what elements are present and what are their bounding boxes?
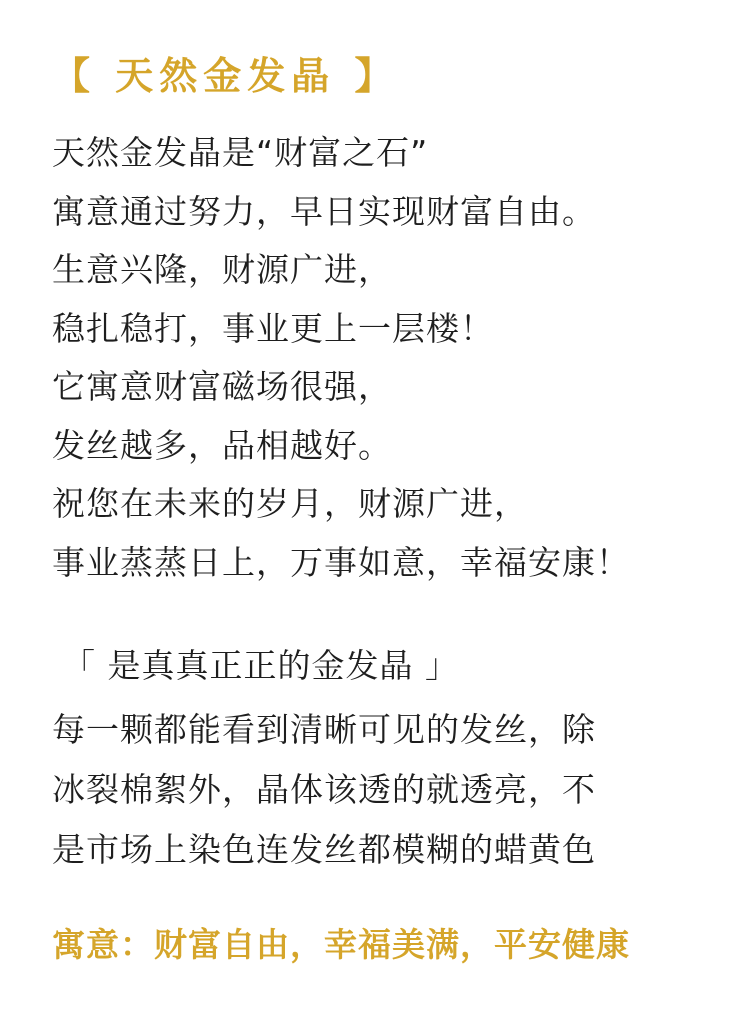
intro-line: 事业蒸蒸日上，万事如意，幸福安康！ [52, 542, 630, 582]
section-heading: 「 是真真正正的金发晶 」 [62, 646, 459, 685]
detail-line: 冰裂棉絮外，晶体该透的就透亮，不 [52, 770, 596, 809]
intro-line: 稳扎稳打，事业更上一层楼！ [52, 308, 494, 348]
intro-line: 发丝越多，品相越好。 [52, 425, 392, 465]
intro-paragraph [52, 124, 630, 592]
detail-line: 是市场上染色连发丝都模糊的蜡黄色 [52, 830, 596, 869]
detail-line: 每一颗都能看到清晰可见的发丝，除 [52, 710, 596, 749]
intro-line: 寓意通过努力，早日实现财富自由。 [52, 191, 596, 231]
meaning-tagline: 寓意：财富自由，幸福美满，平安健康 [52, 925, 630, 964]
intro-line: 它寓意财富磁场很强， [52, 367, 392, 406]
intro-line: 天然金发晶是“财富之石” [52, 133, 429, 172]
intro-line: 生意兴隆，财源广进， [52, 250, 392, 289]
detail-paragraph [52, 700, 596, 880]
page-title: 【 天然金发晶 】 [52, 54, 399, 98]
intro-line: 祝您在未来的岁月，财源广进， [52, 484, 528, 523]
